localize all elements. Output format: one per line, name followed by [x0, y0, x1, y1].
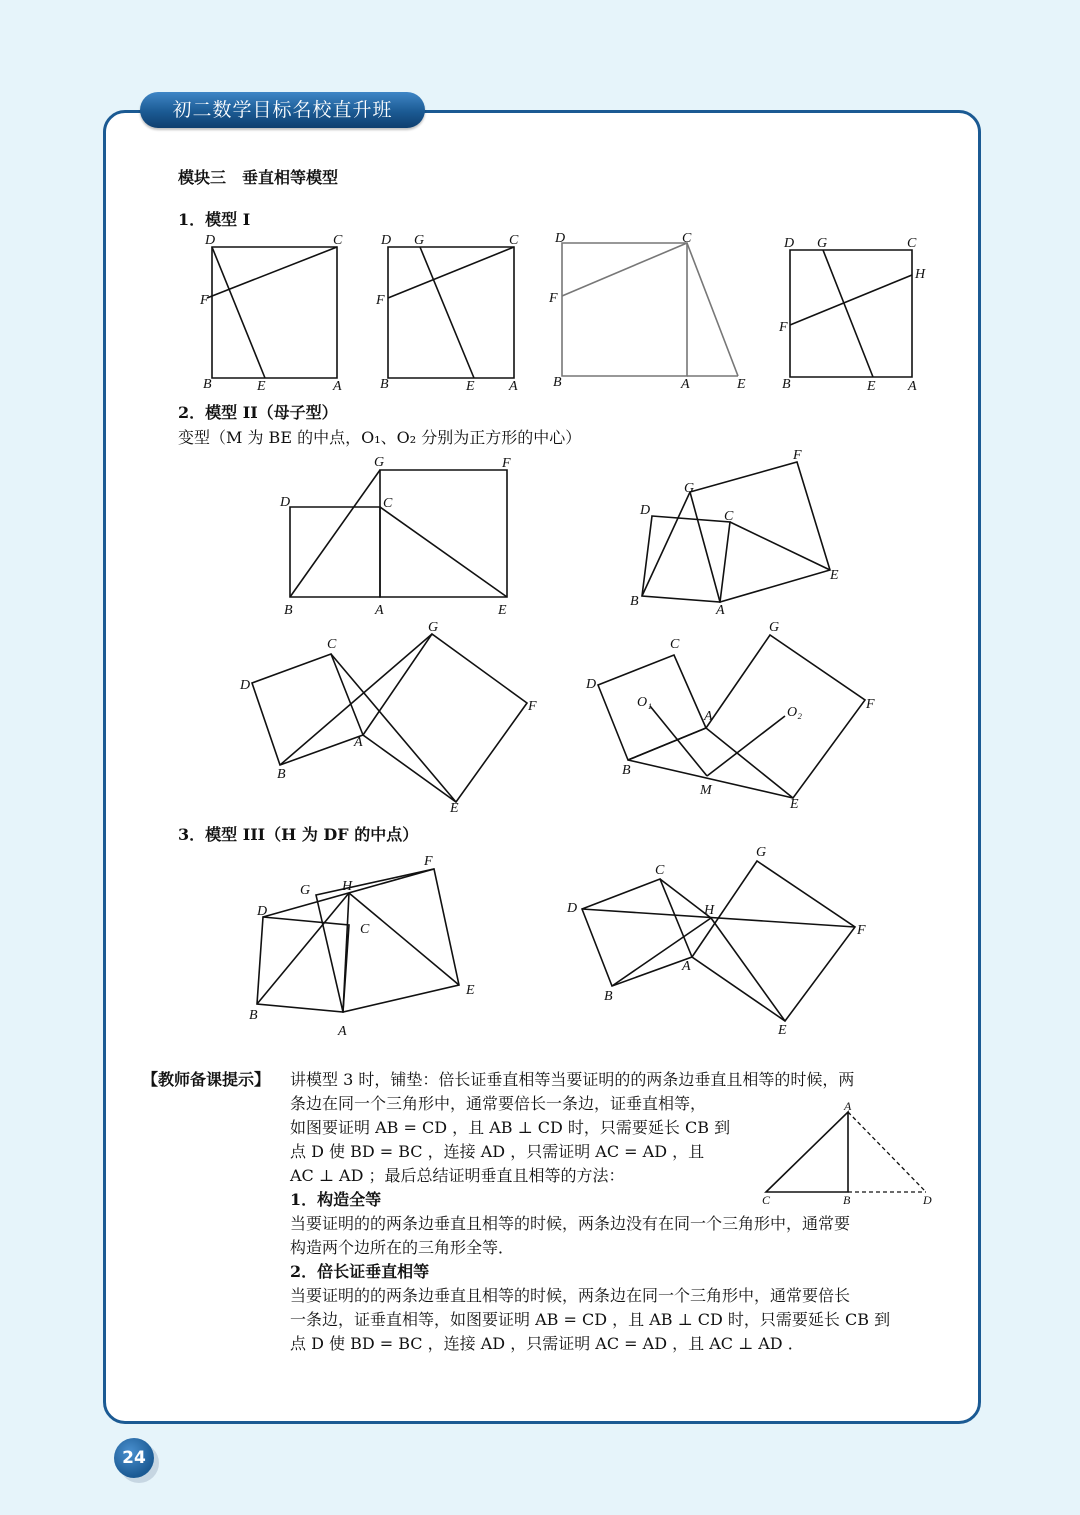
label: A: [704, 709, 713, 724]
label: F: [200, 293, 209, 308]
label: A: [333, 379, 342, 394]
label: D: [784, 236, 795, 251]
header-title: 初二数学目标名校直升班: [140, 92, 425, 128]
label: O₂: [787, 705, 802, 720]
section-title: 模块三 垂直相等模型: [178, 168, 339, 187]
label: B: [630, 594, 639, 609]
label: E: [466, 983, 475, 998]
label: F: [857, 923, 866, 938]
label: F: [528, 699, 537, 714]
teacher-line: 点 D 使 BD = BC ，连接 AD ，只需证明 AC = AD ，且: [290, 1142, 705, 1161]
label: C: [333, 233, 343, 248]
teacher-line: AC ⊥ AD ；最后总结证明垂直且相等的方法：: [290, 1166, 625, 1185]
label: F: [866, 697, 875, 712]
label: E: [830, 568, 839, 583]
label: B: [782, 377, 791, 392]
label: A: [681, 377, 690, 392]
label: H: [342, 879, 353, 894]
label: E: [867, 379, 876, 394]
label: A: [716, 603, 725, 618]
label: F: [549, 291, 558, 306]
label: C: [655, 863, 665, 878]
model3-title: 3．模型 III（H 为 DF 的中点）: [178, 825, 419, 844]
label: B: [380, 377, 389, 392]
label: H: [915, 267, 926, 282]
label: A: [509, 379, 518, 394]
label: A: [354, 735, 363, 750]
label: G: [817, 236, 828, 251]
label: E: [790, 797, 799, 812]
label: D: [555, 231, 566, 246]
teacher-line: 讲模型 3 时，铺垫：倍长证垂直相等当要证明的的两条边垂直且相等的时候，两: [290, 1070, 855, 1089]
label: B: [249, 1008, 258, 1023]
label: B: [284, 603, 293, 618]
label: A: [338, 1024, 347, 1039]
label: F: [779, 320, 788, 335]
label: C: [670, 637, 680, 652]
label: A: [682, 959, 691, 974]
label: D: [923, 1193, 932, 1207]
teacher-line: 如图要证明 AB = CD ，且 AB ⊥ CD 时，只需要延长 CB 到: [290, 1118, 731, 1137]
label: A: [844, 1099, 852, 1113]
label: B: [843, 1193, 851, 1207]
label: M: [700, 783, 712, 798]
label: E: [466, 379, 475, 394]
label: C: [762, 1193, 771, 1207]
label: C: [360, 922, 370, 937]
label: D: [205, 233, 216, 248]
label: F: [793, 448, 802, 463]
label: D: [280, 495, 291, 510]
label: H: [704, 903, 715, 918]
model2-variant: 变型（M 为 BE 的中点，O₁、O₂ 分别为正方形的中心）: [178, 428, 582, 447]
method1-title: 1．构造全等: [290, 1190, 382, 1209]
label: B: [203, 377, 212, 392]
teacher-tag: 【教师备课提示】: [142, 1070, 271, 1089]
label: E: [498, 603, 507, 618]
label: G: [756, 845, 767, 860]
label: A: [908, 379, 917, 394]
model2-title: 2．模型 II（母子型）: [178, 403, 338, 422]
method2-text: 点 D 使 BD = BC ，连接 AD ，只需证明 AC = AD ，且 AC ⊥ AD ．: [290, 1334, 804, 1353]
method2-title: 2．倍长证垂直相等: [290, 1262, 430, 1281]
label: D: [257, 904, 268, 919]
label: D: [567, 901, 578, 916]
method2-text: 一条边，证垂直相等，如图要证明 AB = CD ，且 AB ⊥ CD 时，只需要延长 CB 到: [290, 1310, 891, 1329]
label: B: [604, 989, 613, 1004]
label: G: [374, 455, 385, 470]
page-number: 24: [114, 1438, 154, 1478]
label: C: [327, 637, 337, 652]
label: O₁: [637, 695, 652, 710]
label: D: [381, 233, 392, 248]
label: F: [376, 293, 385, 308]
method1-text: 当要证明的的两条边垂直且相等的时候，两条边没有在同一个三角形中，通常要: [290, 1214, 851, 1233]
label: E: [778, 1023, 787, 1038]
label: F: [424, 854, 433, 869]
label: G: [414, 233, 425, 248]
label: G: [684, 481, 695, 496]
label: C: [907, 236, 917, 251]
label: E: [450, 801, 459, 816]
label: D: [640, 503, 651, 518]
label: G: [428, 620, 439, 635]
label: D: [586, 677, 597, 692]
label: C: [509, 233, 519, 248]
label: A: [375, 603, 384, 618]
label: B: [553, 375, 562, 390]
label: E: [737, 377, 746, 392]
label: B: [622, 763, 631, 778]
label: G: [769, 620, 780, 635]
label: C: [383, 496, 393, 511]
label: F: [502, 456, 511, 471]
label: D: [240, 678, 251, 693]
label: C: [724, 509, 734, 524]
label: E: [257, 379, 266, 394]
method1-text: 构造两个边所在的三角形全等．: [290, 1238, 515, 1257]
method2-text: 当要证明的的两条边垂直且相等的时候，两条边在同一个三角形中，通常要倍长: [290, 1286, 851, 1305]
label: G: [300, 883, 311, 898]
teacher-line: 条边在同一个三角形中，通常要倍长一条边，证垂直相等，: [290, 1094, 707, 1113]
label: C: [682, 231, 692, 246]
label: B: [277, 767, 286, 782]
model1-title: 1．模型 I: [178, 210, 251, 229]
